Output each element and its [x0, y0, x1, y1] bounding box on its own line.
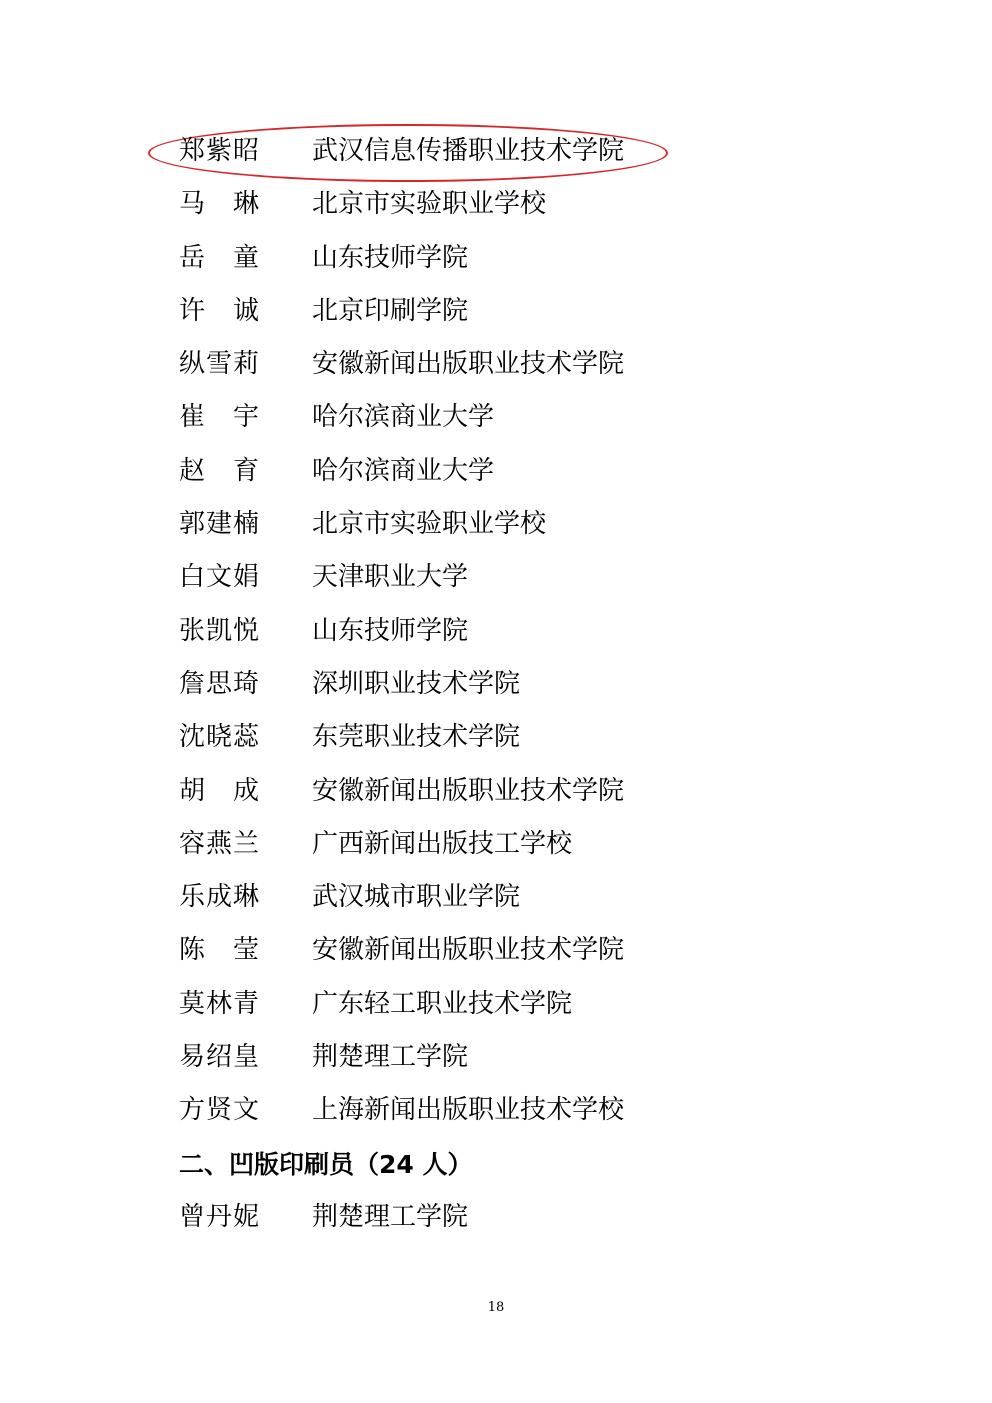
person-name: 陈莹 — [179, 935, 259, 966]
organization-name: 荆楚理工学院 — [312, 1201, 469, 1232]
organization-name: 上海新闻出版职业技术学校 — [312, 1095, 625, 1126]
organization-name: 武汉城市职业学院 — [312, 882, 521, 913]
person-name: 岳童 — [179, 242, 259, 273]
list-group-top — [179, 125, 739, 1138]
person-name: 张凯悦 — [179, 615, 259, 646]
organization-name: 天津职业大学 — [312, 562, 469, 593]
list-item — [179, 232, 739, 285]
list-item — [179, 1084, 739, 1137]
list-item — [179, 178, 739, 231]
person-name: 沈晓蕊 — [179, 722, 259, 753]
person-name: 纵雪莉 — [179, 349, 259, 380]
list-item — [179, 498, 739, 551]
organization-name: 广东轻工职业技术学院 — [312, 988, 573, 1019]
organization-name: 山东技师学院 — [312, 242, 469, 273]
section-heading: 二、凹版印刷员（24 人） — [179, 1149, 473, 1179]
person-name: 白文娟 — [179, 562, 259, 593]
list-group-bottom — [179, 1191, 739, 1244]
organization-name: 东莞职业技术学院 — [312, 722, 521, 753]
person-name: 郑紫昭 — [179, 136, 259, 166]
organization-name: 山东技师学院 — [312, 615, 469, 646]
person-name: 赵育 — [179, 455, 259, 486]
person-name: 詹思琦 — [179, 668, 259, 699]
list-item — [179, 125, 739, 178]
organization-name: 哈尔滨商业大学 — [312, 402, 495, 433]
name-list — [179, 125, 739, 1244]
organization-name: 安徽新闻出版职业技术学院 — [312, 935, 625, 966]
list-item — [179, 711, 739, 764]
person-name: 马琳 — [179, 189, 259, 220]
organization-name: 深圳职业技术学院 — [312, 668, 521, 699]
list-item — [179, 1031, 739, 1084]
organization-name: 北京印刷学院 — [312, 295, 469, 326]
list-item — [179, 445, 739, 498]
list-item — [179, 605, 739, 658]
list-item — [179, 818, 739, 871]
person-name: 崔宇 — [179, 402, 259, 433]
list-item — [179, 978, 739, 1031]
list-item — [179, 391, 739, 444]
list-item — [179, 1191, 739, 1244]
list-item — [179, 924, 739, 977]
person-name: 方贤文 — [179, 1095, 259, 1126]
list-item — [179, 765, 739, 818]
list-item — [179, 551, 739, 604]
list-item — [179, 658, 739, 711]
organization-name: 荆楚理工学院 — [312, 1042, 469, 1073]
list-item — [179, 338, 739, 391]
person-name: 乐成琳 — [179, 882, 259, 913]
organization-name: 武汉信息传播职业技术学院 — [312, 136, 625, 166]
person-name: 莫林青 — [179, 988, 259, 1019]
organization-name: 哈尔滨商业大学 — [312, 455, 495, 486]
person-name: 胡成 — [179, 775, 259, 806]
person-name: 许诚 — [179, 295, 259, 326]
person-name: 曾丹妮 — [179, 1201, 259, 1232]
person-name: 易绍皇 — [179, 1042, 259, 1073]
page-number: 18 — [487, 1300, 505, 1315]
person-name: 容燕兰 — [179, 828, 259, 859]
organization-name: 安徽新闻出版职业技术学院 — [312, 775, 625, 806]
organization-name: 北京市实验职业学校 — [312, 189, 547, 220]
list-item — [179, 285, 739, 338]
organization-name: 安徽新闻出版职业技术学院 — [312, 349, 625, 380]
organization-name: 北京市实验职业学校 — [312, 509, 547, 540]
person-name: 郭建楠 — [179, 509, 259, 540]
list-item — [179, 871, 739, 924]
organization-name: 广西新闻出版技工学校 — [312, 828, 573, 859]
